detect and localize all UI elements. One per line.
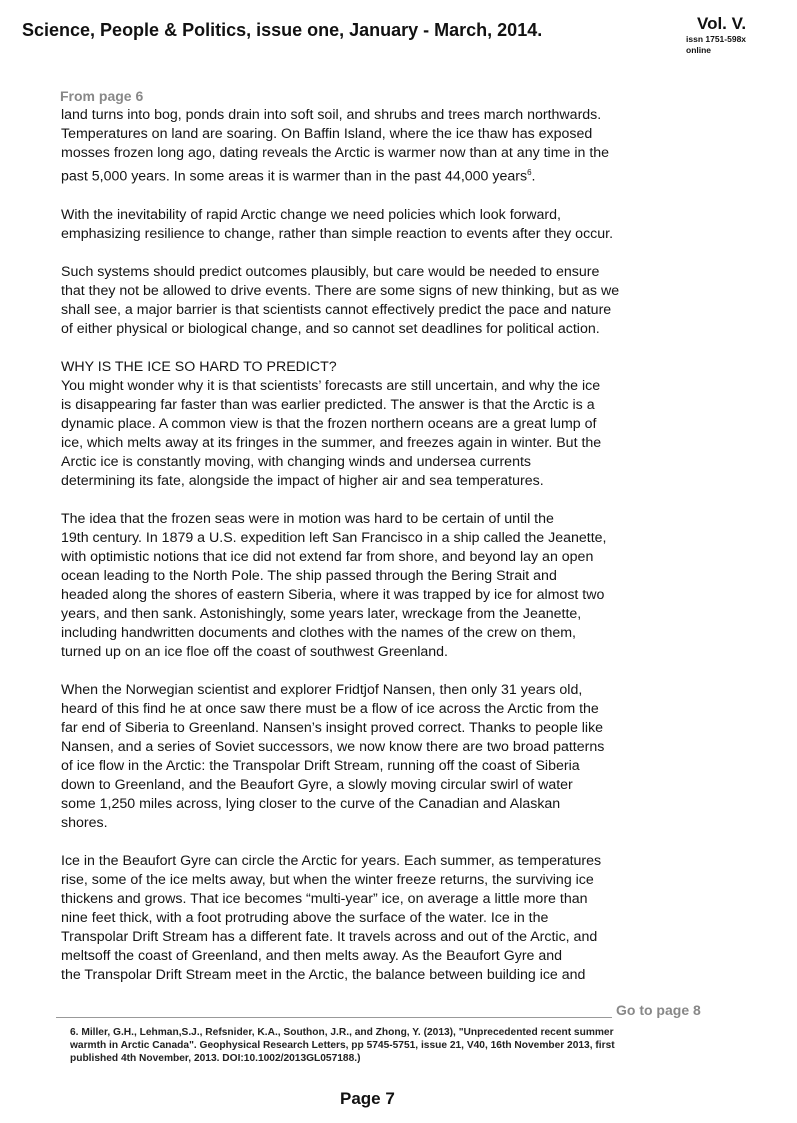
text-line: that they not be allowed to drive events. There are some signs of new thinking, but as we [61,282,620,299]
paragraph [61,106,761,187]
text-line: years, and then sank. Astonishingly, some years later, wreckage from the Jeanette, [61,605,582,622]
text-line: Such systems should predict outcomes plausibly, but care would be needed to ensure [61,263,600,280]
text-line: With the inevitability of rapid Arctic change we need policies which look forward, [61,206,561,223]
text-line: some 1,250 miles across, lying closer to the curve of the Canadian and Alaskan [61,795,561,812]
text-line: emphasizing resilience to change, rather than simple reaction to events after they occur. [61,225,614,242]
text-line: ocean leading to the North Pole. The ship passed through the Bering Strait and [61,567,557,584]
text-line: past 5,000 years. In some areas it is warmer than in the past 44,000 years$^6$. [61,168,536,185]
text-line: determining its fate, alongside the impact of higher air and sea temperatures. [61,472,544,489]
text-line: rise, some of the ice melts away, but when the winter freeze returns, the surviving ice [61,871,594,888]
footnote-marker: 6 [527,168,532,177]
text-line: The idea that the frozen seas were in motion was hard to be certain of until the [61,510,554,527]
from-page-link[interactable]: From page 6 [60,88,144,104]
text-line: ice, which melts away at its fringes in the summer, and freezes again in winter. But the [61,434,602,451]
section-heading: WHY IS THE ICE SO HARD TO PREDICT? [61,358,337,375]
text-line: When the Norwegian scientist and explorer Fridtjof Nansen, then only 31 years old, [61,681,583,698]
text-line: Temperatures on land are soaring. On Baffin Island, where the ice thaw has exposed [61,126,593,142]
text-line: shall see, a major barrier is that scientists cannot effectively predict the pace and nature [61,301,612,318]
text-line: with optimistic notions that ice did not extend far from shore, and beyond lay an open [61,548,594,565]
online-label: online [686,45,712,55]
paragraph [61,263,761,339]
text-line: of ice flow in the Arctic: the Transpolar Drift Stream, running off the coast of Siberia [61,757,580,774]
text-line: You might wonder why it is that scientists’ forecasts are still uncertain, and why the ice [61,377,601,394]
page-number: Page 7 [340,1089,395,1108]
text-line: nine feet thick, with a foot protruding above the surface of the water. Ice in the [61,909,549,926]
paragraph [61,852,761,985]
text-line: land turns into bog, ponds drain into soft soil, and shrubs and trees march northwards. [61,107,602,123]
go-to-page-link[interactable]: Go to page 8 [616,1002,701,1018]
paragraph [61,358,761,491]
text-line: Arctic ice is constantly moving, with changing winds and undersea currents [61,453,531,470]
footnote-divider [56,1017,612,1018]
volume-label: Vol. V. [697,14,747,33]
text-line: headed along the shores of eastern Siberia, where it was trapped by ice for almost two [61,586,605,603]
text-line: is disappearing far faster than was earlier predicted. The answer is that the Arctic is a [61,396,595,413]
text-line-content: past 5,000 years. In some areas it is warmer than in the past 44,000 years [61,168,528,185]
footnote-line: warmth in Arctic Canada". Geophysical Research Letters, pp 5745-5751, issue 21, V40, 16th November 2013, first [70,1040,615,1051]
footnote-line: 6. Miller, G.H., Lehman,S.J., Refsnider, K.A., Southon, J.R., and Zhong, Y. (2013), "Unprecedented recent summer [70,1027,614,1038]
text-line: shores. [61,814,108,831]
text-line: Transpolar Drift Stream has a different fate. It travels across and out of the Arctic, and [61,928,598,945]
text-line: of either physical or biological change, and so cannot set deadlines for political action. [61,320,600,337]
text-line: turned up on an ice floe off the coast of southwest Greenland. [61,643,448,660]
issn-number: issn 1751-598x [686,34,747,44]
text-line: mosses frozen long ago, dating reveals the Arctic is warmer now than at any time in the [61,145,610,161]
paragraph [61,681,761,833]
text-line: 19th century. In 1879 a U.S. expedition left San Francisco in a ship called the Jeanette, [61,529,607,546]
publication-title: Science, People & Politics, issue one, January - March, 2014. [22,20,543,40]
paragraph [61,510,761,662]
text-line: dynamic place. A common view is that the frozen northern oceans are a great lump of [61,415,597,432]
text-line: Ice in the Beaufort Gyre can circle the Arctic for years. Each summer, as temperatures [61,852,602,869]
paragraph [61,206,761,244]
text-line: the Transpolar Drift Stream meet in the Arctic, the balance between building ice and [61,966,586,983]
footnote-line: published 4th November, 2013. DOI:10.1002/2013GL057188.) [70,1053,361,1064]
text-line: far end of Siberia to Greenland. Nansen’s insight proved correct. Thanks to people like [61,719,604,736]
issn-block [686,34,746,56]
text-line: thickens and grows. That ice becomes “multi-year” ice, on average a little more than [61,890,588,907]
text-line: including handwritten documents and clothes with the names of the crew on them, [61,624,576,641]
footnote [70,1026,720,1065]
article-body [61,106,761,985]
text-line: Nansen, and a series of Soviet successors, we now know there are two broad patterns [61,738,605,755]
text-line: down to Greenland, and the Beaufort Gyre, a slowly moving circular swirl of water [61,776,573,793]
text-line: heard of this find he at once saw there must be a flow of ice across the Arctic from the [61,700,599,717]
text-line: meltsoff the coast of Greenland, and then melts away. As the Beaufort Gyre and [61,947,563,964]
